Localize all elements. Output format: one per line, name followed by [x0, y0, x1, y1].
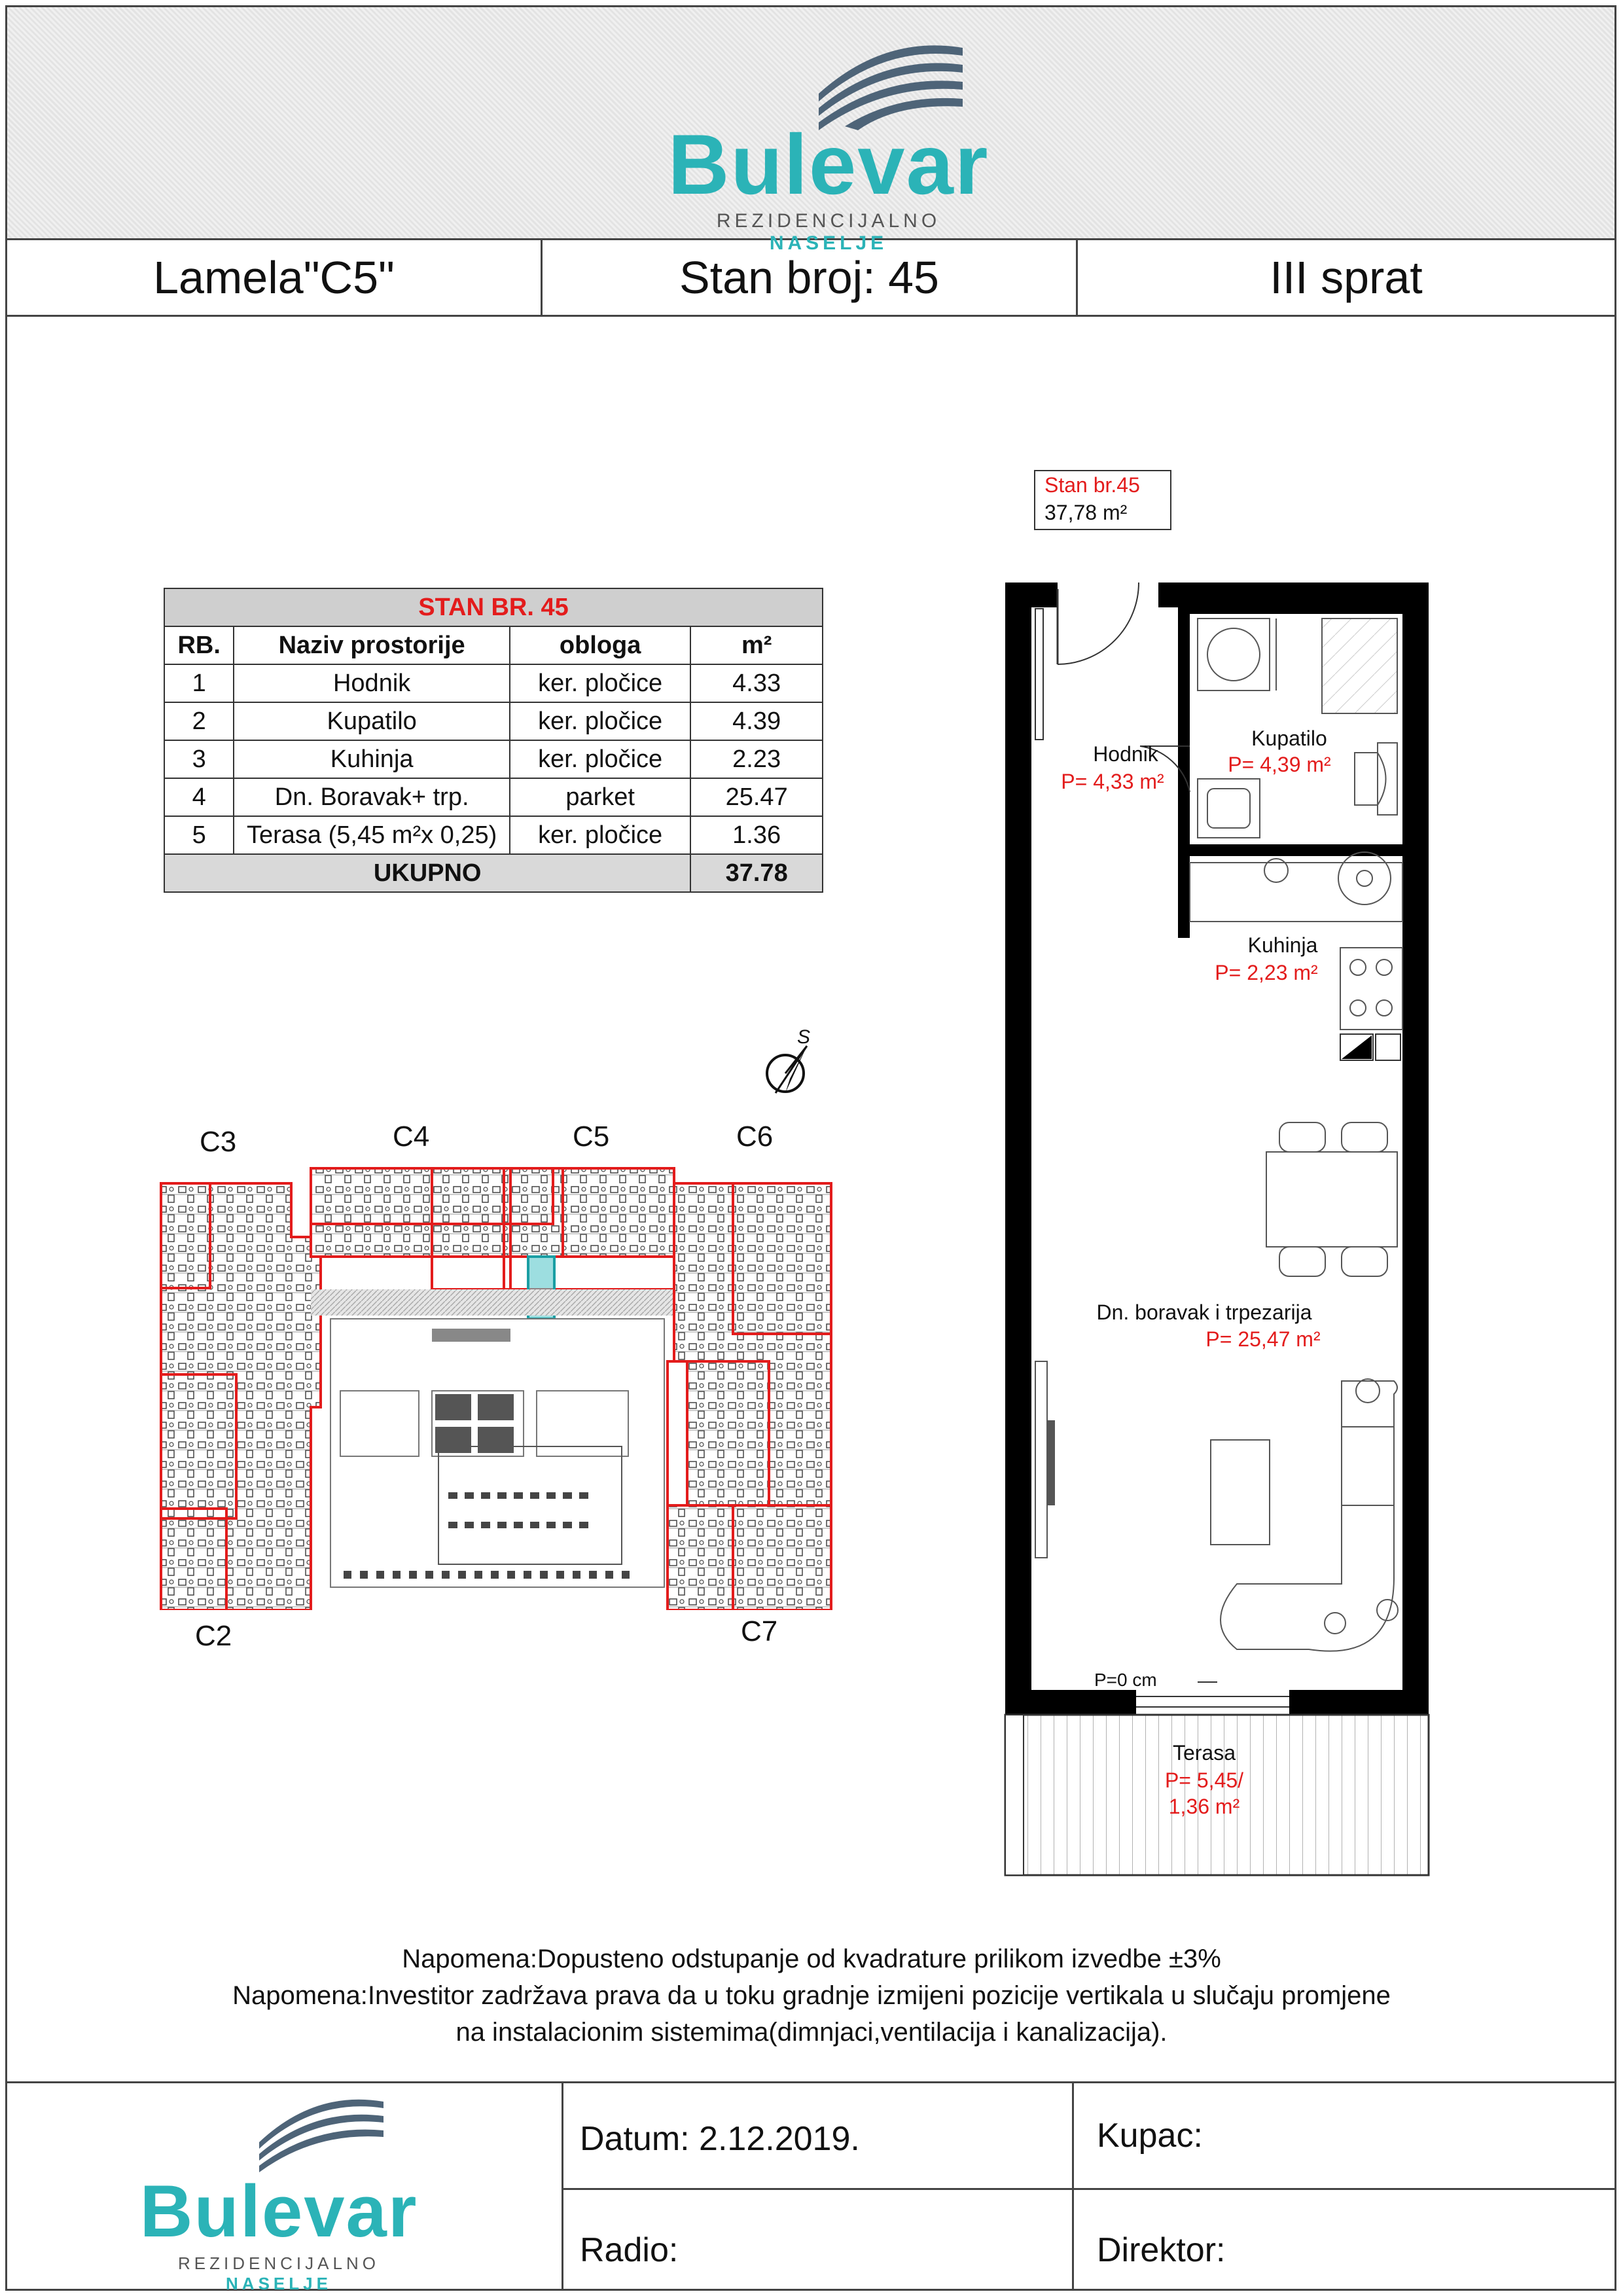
footer-building-logo-icon	[249, 2090, 393, 2175]
stan-title: Stan broj: 45	[543, 240, 1078, 315]
table-row	[164, 702, 823, 740]
notes-block	[0, 1941, 1623, 2051]
radio-field: Radio:	[580, 2231, 679, 2269]
cell-area: 1.36	[690, 816, 823, 854]
table-total-row	[164, 854, 823, 892]
cell-name: Terasa (5,45 m²x 0,25)	[234, 816, 510, 854]
cell-finish: ker. pločice	[510, 664, 690, 702]
cell-area: 25.47	[690, 778, 823, 816]
table-row	[164, 740, 823, 778]
room-kupatilo-name: Kupatilo	[1251, 726, 1327, 750]
col-header-area: m²	[690, 626, 823, 664]
cell-name: Dn. Boravak+ trp.	[234, 778, 510, 816]
total-value: 37.78	[690, 854, 823, 892]
lamela-title: Lamela"C5"	[7, 240, 543, 315]
cell-name: Kupatilo	[234, 702, 510, 740]
label-c4: C4	[393, 1121, 430, 1153]
footer-brand-sub-a: REZIDENCIJALNO	[178, 2253, 380, 2273]
cell-finish: ker. pločice	[510, 740, 690, 778]
cell-area: 4.33	[690, 664, 823, 702]
note-3: na instalacionim sistemima(dimnjaci,ventilacija i kanalizacija).	[455, 2018, 1168, 2047]
room-kuhinja-name: Kuhinja	[1247, 933, 1318, 957]
cell-finish: ker. pločice	[510, 702, 690, 740]
label-c3: C3	[200, 1126, 237, 1158]
cell-name: Hodnik	[234, 664, 510, 702]
stan-label: Stan br.45	[1044, 473, 1140, 497]
footer	[7, 2081, 1614, 2291]
room-hodnik	[1080, 741, 1171, 767]
cell-rb: 1	[164, 664, 234, 702]
note-2: Napomena:Investitor zadržava prava da u toku gradnje izmijeni pozicije vertikala u slučaju promjene	[232, 1981, 1391, 2010]
datum-field: Datum: 2.12.2019.	[580, 2120, 860, 2158]
label-c2: C2	[195, 1620, 232, 1652]
label-c7: C7	[741, 1615, 778, 1647]
cell-rb: 5	[164, 816, 234, 854]
direktor-field: Direktor:	[1097, 2231, 1226, 2269]
room-boravak-area: P= 25,47 m²	[1205, 1327, 1321, 1351]
brand-sub-b: NASELJE	[769, 232, 888, 254]
col-header-rb: RB.	[164, 626, 234, 664]
label-c6: C6	[736, 1121, 774, 1153]
stan-label-box	[1034, 470, 1171, 530]
table-row	[164, 664, 823, 702]
table-row	[164, 816, 823, 854]
cell-rb: 2	[164, 702, 234, 740]
room-terasa-area2: 1,36 m²	[1168, 1795, 1240, 1818]
threshold-label: P=0 cm	[1094, 1670, 1157, 1690]
room-hodnik-area: P= 4,33 m²	[1061, 770, 1164, 793]
footer-brand-name: Bulevar	[139, 2170, 418, 2252]
compass-icon	[756, 1028, 821, 1100]
room-kuhinja-area: P= 2,23 m²	[1215, 961, 1318, 984]
note-1: Napomena:Dopusteno odstupanje od kvadrature prilikom izvedbe ±3%	[402, 1945, 1221, 1973]
room-kupatilo-area: P= 4,39 m²	[1228, 753, 1331, 776]
brand-name: Bulevar	[668, 117, 990, 212]
table-title: STAN BR. 45	[164, 588, 823, 626]
header-band	[7, 7, 1614, 254]
col-header-name: Naziv prostorije	[234, 626, 510, 664]
room-terasa-name: Terasa	[1172, 1741, 1236, 1765]
stan-area: 37,78 m²	[1044, 501, 1128, 524]
label-c5: C5	[573, 1121, 610, 1153]
cell-area: 4.39	[690, 702, 823, 740]
room-hodnik-name: Hodnik	[1093, 742, 1158, 766]
cell-rb: 3	[164, 740, 234, 778]
brand-sub-a: REZIDENCIJALNO	[716, 210, 941, 232]
kupac-field: Kupac:	[1097, 2117, 1203, 2155]
room-terasa-area1: P= 5,45/	[1164, 1768, 1244, 1792]
room-boravak-name: Dn. boravak i trpezarija	[1096, 1300, 1312, 1324]
title-bar	[7, 240, 1614, 317]
room-table	[164, 588, 823, 893]
cell-finish: ker. pločice	[510, 816, 690, 854]
footer-brand-subtitle	[128, 2253, 429, 2294]
col-header-finish: obloga	[510, 626, 690, 664]
cell-finish: parket	[510, 778, 690, 816]
footer-brand-sub-b: NASELJE	[226, 2274, 332, 2293]
site-plan	[157, 1165, 844, 1610]
cell-rb: 4	[164, 778, 234, 816]
sprat-title: III sprat	[1270, 252, 1423, 303]
total-label: UKUPNO	[164, 854, 690, 892]
compass-letter: S	[797, 1026, 811, 1048]
table-row	[164, 778, 823, 816]
cell-name: Kuhinja	[234, 740, 510, 778]
cell-area: 2.23	[690, 740, 823, 778]
